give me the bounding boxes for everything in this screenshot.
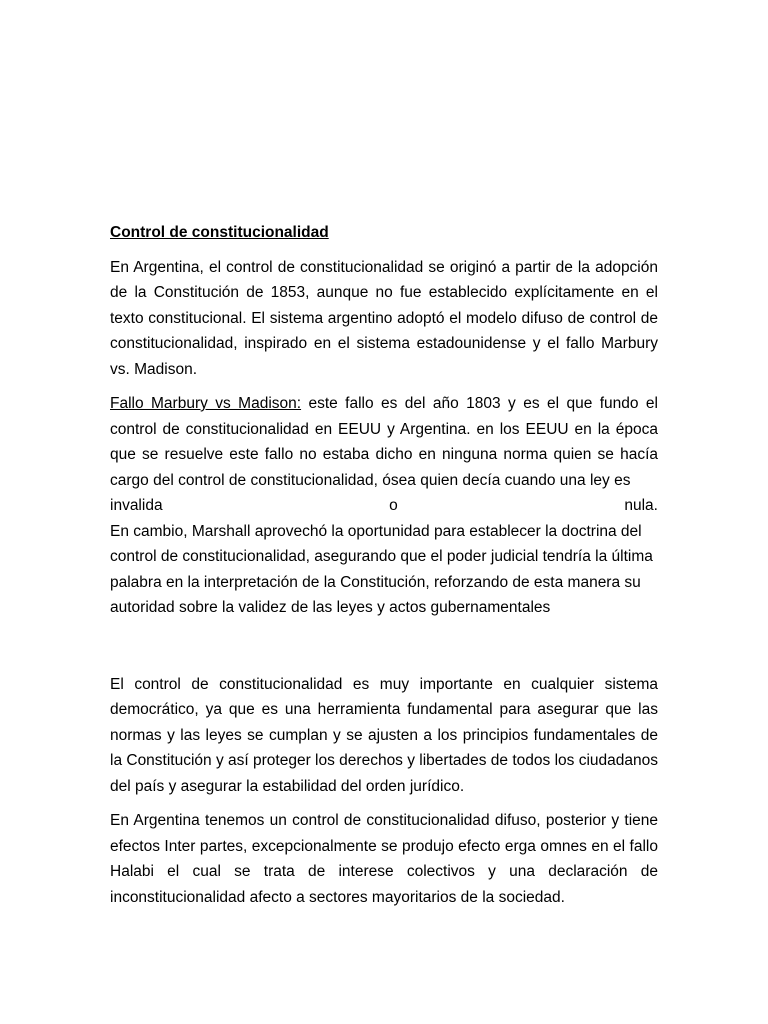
marbury-heading: Fallo Marbury vs Madison: <box>110 395 302 412</box>
paragraph-marshall: En cambio, Marshall aprovechó la oportunidad para establecer la doctrina del control de constitucionalidad, asegurando que el poder judicial tendría la última palabra en la interpretación de la Constitución, reforzando de esta manera su autoridad sobre la validez de las leyes y actos gubernamentales <box>110 522 653 616</box>
marbury-last-line: invalida o nula. <box>110 497 658 514</box>
blank-space <box>110 630 658 672</box>
paragraph-importance: El control de constitucionalidad es muy importante en cualquier sistema democrático, ya que es una herramienta fundamental para asegurar que las normas y las leyes se cumplan y se ajusten a los principios fundamentales de la Constitución y así proteger los derechos y libertades de todos los ciudadanos del país y asegurar la estabilidad del orden jurídico. <box>110 675 658 795</box>
paragraph-origin: En Argentina, el control de constitucionalidad se originó a partir de la adopción de la Constitución de 1853, aunque no fue establecido explícitamente en el texto constitucional. El sistema argentino adoptó el modelo difuso de control de constitucionalidad, inspirado en el sistema estadounidense y el fallo Marbury vs. Madison. <box>110 258 658 378</box>
document-title: Control de constitucionalidad <box>110 224 329 241</box>
paragraph-argentina: En Argentina tenemos un control de constitucionalidad difuso, posterior y tiene efectos Inter partes, excepcionalmente se produjo efecto erga omnes en el fallo Halabi el cual se trata de interese colectivos y una declaración de inconstitucionalidad afecto a sectores mayoritarios de la sociedad. <box>110 812 658 906</box>
document-page <box>110 220 658 919</box>
marbury-body: este fallo es del año 1803 y es el que fundo el control de constitucionalidad en EEUU y Argentina. en los EEUU en la época que se resuelve este fallo no estaba dicho en ninguna norma quien se hacía cargo del control de constitucionalidad, ósea quien decía cuando una ley es <box>110 395 658 489</box>
paragraph-marbury <box>110 391 658 493</box>
